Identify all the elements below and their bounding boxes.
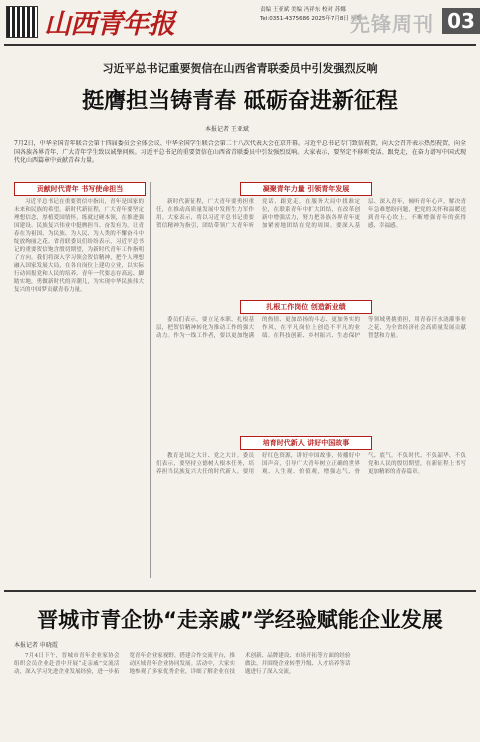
section-header-1: 贡献时代青年 书写使命担当 (14, 182, 146, 196)
article-lead: 7月2日，中华全国青年联合会第十四届委员会全体会议、中华全国学生联合会第二十八次代表大会在京开幕。习近平总书记专门致信祝贺，向大会召开表示热烈祝贺，向全国各族各界青年、广大青年学生致以诚挚问候。习近平总书记的重要贺信在山西省青联委员中引发强烈反响。大家表示，要坚定不移听党话、跟党走，在奋力谱写中国式现代化山西篇章中贡献青春力量。 (14, 140, 466, 164)
second-article-text: 7月4日下午，晋城市青年企业家协会组织会员企业赴晋中开展“走亲戚”交流活动，深入学习先进企业发展经验，进一步拓宽青年企业家视野，搭建合作交流平台，推动区域青年企业协同发展。活动中，大家实地参观了多家优秀企业，详细了解企业在技术创新、品牌建设、市场开拓等方面的经验做法，并围绕企业转型升级、人才培养等话题进行了深入交流。 (14, 653, 351, 675)
section-header-4: 培育时代新人 讲好中国故事 (240, 436, 372, 450)
column-4-text: 教育是国之大计、党之大计。委员们表示，要坚持立德树人根本任务，培养担当民族复兴大任的时代新人。要用好红色资源，讲好中国故事，传播好中国声音，引导广大青年树立正确的世界观、人生观、价值观，增强志气、骨气、底气，不负时代、不负韶华、不负党和人民的殷切期望，在新征程上书写更加精彩的青春篇章。 (156, 453, 466, 475)
column-3-text: 委员们表示，要立足本职、扎根基层，把贺信精神转化为推动工作的强大动力。作为一线工作者，要以更加饱满的热情、更加昂扬的斗志、更加务实的作风，在平凡岗位上创造不平凡的业绩。在科技创新、乡村振兴、生态保护等领域勇挑重担，用青春汗水浇灌事业之花，为全省经济社会高质量发展贡献智慧和力量。 (156, 317, 466, 339)
second-article-headline: 晋城市青企协“走亲戚”学经验赋能企业发展 (37, 608, 443, 632)
meta-editors: 责编 王亚斌 美编 冯祥东 校对 苏娜 (260, 7, 346, 13)
article-divider-rule (4, 590, 476, 592)
article-column-2 (156, 198, 466, 288)
section-header-3: 扎根工作岗位 创造新业绩 (240, 300, 372, 314)
page-number: 03 (442, 8, 480, 34)
newspaper-logo: 山西青年报 (44, 9, 174, 40)
column-2-text: 新时代新征程，广大青年要勇担重任，在推动高质量发展中发挥生力军作用。大家表示，将以习近平总书记重要贺信精神为指引，团结带领广大青年听党话、跟党走，在服务大局中找准定位，在联系青年中扩大团结，在改革创新中增强活力，努力把各族各界青年更加紧密地团结在党的周围。要深入基层、深入青年，倾听青年心声，解决青年急难愁盼问题，把党的关怀和温暖送到青年心坎上，不断增强青年的获得感、幸福感。 (156, 199, 466, 229)
article-byline: 本报记者 王亚斌 (205, 126, 249, 133)
article-column-3 (156, 316, 466, 426)
section-header-2: 凝聚青年力量 引领青年发展 (240, 182, 372, 196)
column-1-text: 习近平总书记在重要贺信中指出，青年是国家的未来和民族的希望。新时代新征程，广大青年要坚定理想信念，厚植爱国情怀，练就过硬本领，在推进强国建设、民族复兴伟业中挺膺担当、奋发有为，让青春在为祖国、为民族、为人民、为人类的不懈奋斗中绽放绚丽之花。省青联委员们纷纷表示，习近平总书记的重要贺信饱含殷切期望，为新时代青年工作指明了方向。我们将深入学习领会贺信精神，把个人理想融入国家发展大局，在各自岗位上建功立业，以实际行动回报党和人民的培养。青年一代要志存高远、脚踏实地，勇做新时代的弄潮儿，为实现中华民族伟大复兴的中国梦贡献青春力量。 (14, 199, 144, 293)
qr-code-icon (6, 6, 38, 38)
article-headline: 挺膺担当铸青春 砥砺奋进新征程 (82, 89, 398, 114)
second-article-body (14, 652, 466, 738)
masthead (0, 0, 480, 46)
article-column-1 (14, 198, 144, 578)
section-title: 先锋周刊 (350, 12, 434, 36)
second-article-byline: 本报记者 申晓霞 (14, 642, 58, 649)
meta-contact-date: Tel:0351-4375686 2025年7月8日 星期二 (260, 16, 368, 22)
column-divider (150, 182, 151, 578)
masthead-rule (4, 44, 476, 46)
article-column-4 (156, 452, 466, 578)
article-subhead: 习近平总书记重要贺信在山西省青联委员中引发强烈反响 (102, 62, 378, 75)
